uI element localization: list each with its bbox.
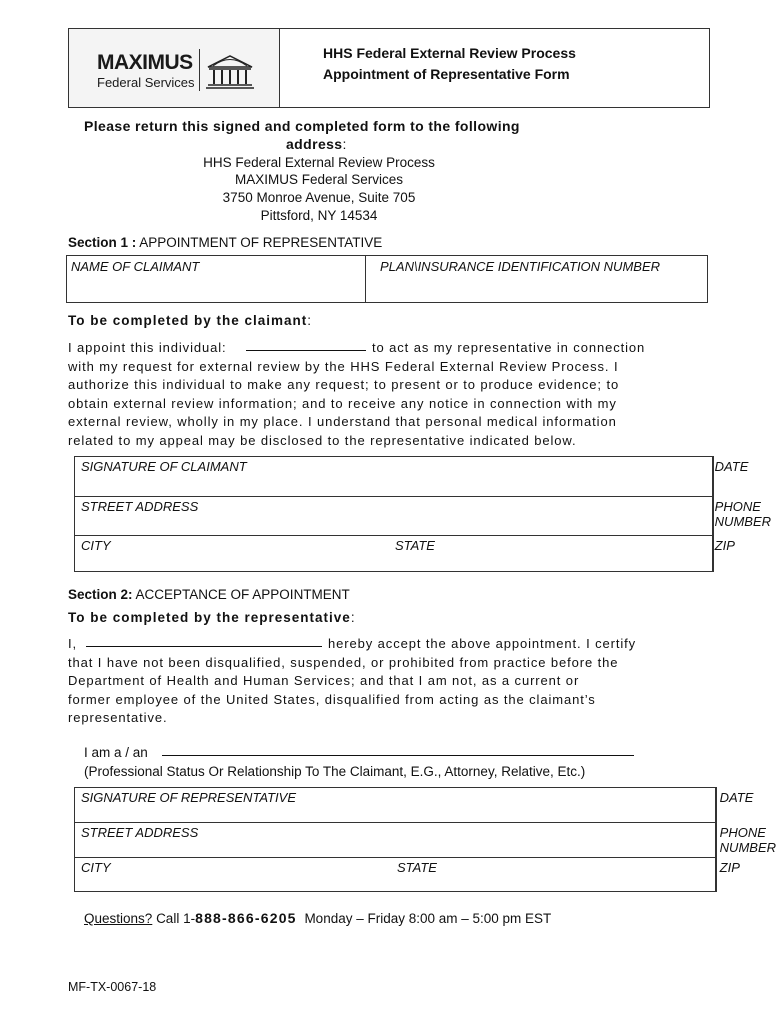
section2-body-line: that I have not been disqualified, suspended, or prohibited from practice before the: [68, 655, 619, 670]
return-instruction: Please return this signed and completed form to the following: [84, 118, 520, 134]
section1-body-line: authorize this individual to make any request; to present or to produce evidence; to: [68, 377, 620, 392]
claimant-city-label: CITY: [81, 538, 111, 553]
logo-subtitle: Federal Services: [97, 75, 195, 90]
representative-city-label: CITY: [81, 860, 111, 875]
professional-status-line[interactable]: [162, 755, 634, 756]
representative-phone-label: PHONE NUMBER: [719, 825, 776, 855]
claimant-id-table: [66, 255, 708, 303]
name-of-claimant-field[interactable]: [67, 256, 366, 303]
representative-signature-field[interactable]: [75, 788, 716, 823]
claimant-zip-label: ZIP: [714, 538, 735, 553]
section2-heading: [68, 587, 350, 602]
section1-body-line: external review, wholly in my place. I understand that personal medical information: [68, 414, 617, 429]
claimant-date-label: DATE: [714, 459, 749, 474]
representative-heading-text: To be completed by the representative: [68, 610, 351, 625]
return-instruction-line2: [286, 136, 346, 152]
representative-printed-name-line[interactable]: [86, 646, 322, 647]
section2-body-line: representative.: [68, 710, 168, 725]
professional-note: (Professional Status Or Relationship To The Claimant, E.G., Attorney, Relative, Etc.): [84, 764, 586, 779]
colon: :: [342, 136, 347, 152]
address-line4: Pittsford, NY 14534: [260, 208, 378, 223]
representative-city-state-field[interactable]: [75, 858, 716, 892]
address-line1: HHS Federal External Review Process: [203, 155, 435, 170]
section2-body-line: Department of Health and Human Services; and that I am not, as a current or: [68, 673, 580, 688]
appoint-prefix: I appoint this individual:: [68, 340, 227, 355]
form-title-line2: Appointment of Representative Form: [323, 66, 570, 82]
form-header: [68, 28, 710, 108]
representative-zip-field[interactable]: [715, 858, 740, 892]
logo-divider: [199, 49, 200, 91]
claimant-zip-field[interactable]: [712, 536, 735, 572]
claimant-heading: [68, 312, 311, 330]
logo-wordmark: MAXIMUS: [97, 51, 193, 74]
claimant-signature-table: [74, 456, 772, 572]
claimant-state-label: STATE: [395, 538, 435, 553]
phone-number: 888-866-6205: [195, 910, 297, 926]
claimant-street-field[interactable]: [75, 497, 713, 536]
representative-heading: [68, 609, 355, 627]
claimant-signature-field[interactable]: [75, 457, 713, 497]
logo: [69, 29, 280, 107]
section2-title: ACCEPTANCE OF APPOINTMENT: [135, 587, 350, 602]
accept-suffix: hereby accept the above appointment. I certify: [328, 636, 637, 651]
return-instruction-address: address: [286, 136, 343, 152]
claimant-phone-label: PHONE NUMBER: [714, 499, 772, 529]
appoint-line: [68, 340, 227, 355]
section1-body-line: obtain external review information; and to receive any notice in connection with my: [68, 396, 617, 411]
plan-id-label: PLAN\INSURANCE IDENTIFICATION NUMBER: [380, 259, 661, 274]
section1-heading: [68, 235, 382, 250]
section2-body-line: former employee of the United States, disqualified from acting as the claimant’s: [68, 692, 596, 707]
plan-id-field[interactable]: [366, 256, 708, 303]
colon: :: [350, 610, 355, 625]
representative-signature-label: SIGNATURE OF REPRESENTATIVE: [81, 790, 297, 805]
section1-body-line: with my request for external review by the HHS Federal External Review Process. I: [68, 359, 619, 374]
representative-phone-field[interactable]: [715, 823, 776, 858]
office-hours: Monday – Friday 8:00 am – 5:00 pm EST: [304, 911, 552, 926]
iam-prefix: I am a / an: [84, 745, 148, 760]
representative-state-label: STATE: [397, 860, 437, 875]
address-line2: MAXIMUS Federal Services: [234, 172, 404, 187]
representative-street-label: STREET ADDRESS: [81, 825, 199, 840]
section1-title: APPOINTMENT OF REPRESENTATIVE: [139, 235, 383, 250]
colon: :: [307, 313, 312, 328]
representative-name-line[interactable]: [246, 350, 366, 351]
call-prefix: Call 1-: [156, 911, 196, 926]
representative-date-field[interactable]: [715, 788, 754, 823]
claimant-date-field[interactable]: [712, 457, 749, 497]
claimant-heading-text: To be completed by the claimant: [68, 313, 308, 328]
form-id: MF-TX-0067-18: [68, 980, 157, 994]
representative-street-field[interactable]: [75, 823, 716, 858]
accept-prefix: I,: [68, 636, 78, 651]
form-title-line1: HHS Federal External Review Process: [323, 45, 576, 61]
claimant-signature-label: SIGNATURE OF CLAIMANT: [81, 459, 247, 474]
address-line3: 3750 Monroe Avenue, Suite 705: [222, 190, 416, 205]
section1-body-line: related to my appeal may be disclosed to the representative indicated below.: [68, 433, 577, 448]
representative-date-label: DATE: [719, 790, 754, 805]
claimant-city-state-field[interactable]: [75, 536, 713, 572]
appoint-suffix: to act as my representative in connection: [372, 340, 646, 355]
section2-number: Section 2:: [68, 587, 133, 602]
claimant-phone-field[interactable]: [712, 497, 772, 536]
representative-zip-label: ZIP: [719, 860, 740, 875]
building-icon: [205, 53, 255, 91]
claimant-street-label: STREET ADDRESS: [81, 499, 199, 514]
questions-label: Questions?: [84, 911, 153, 926]
representative-signature-table: [74, 787, 776, 892]
section1-number: Section 1 :: [68, 235, 137, 250]
questions-line: [84, 910, 551, 926]
name-of-claimant-label: NAME OF CLAIMANT: [71, 259, 200, 274]
